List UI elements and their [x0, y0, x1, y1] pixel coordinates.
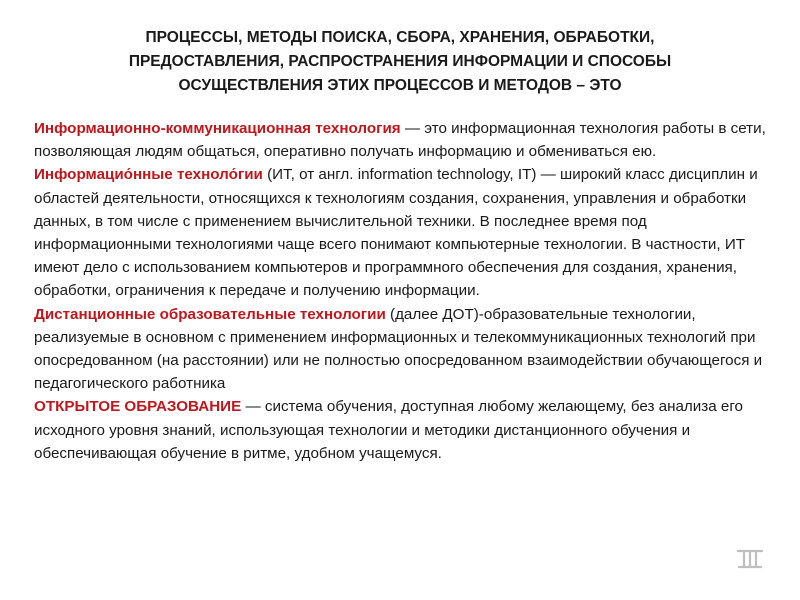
- title-line-3: ОСУЩЕСТВЛЕНИЯ ЭТИХ ПРОЦЕССОВ И МЕТОДОВ – ЭТО: [178, 77, 622, 94]
- presentation-watermark-icon: [735, 545, 765, 571]
- definition-open-education-text: — система обучения, доступная любому желающему, без анализа его исходного уровня знаний, использующая технологии и методики дистанционного обучения и обеспечивающая обучение в ритме, удобном учащемуся.: [34, 398, 743, 462]
- term-dot: Дистанционные образовательные технологии: [34, 305, 386, 323]
- title-line-2: ПРЕДОСТАВЛЕНИЯ, РАСПРОСТРАНЕНИЯ ИНФОРМАЦИИ И СПОСОБЫ: [128, 53, 672, 70]
- term-ict: Информационно-коммуникационная технология: [34, 120, 401, 137]
- slide-body: [34, 117, 774, 465]
- definition-ict: [34, 117, 774, 163]
- definition-dot-text: (далее ДОТ)-образовательные технологии, реализуемые в основном с применением информационных и телекоммуникационных технологий при опосредованном (на расстоянии) или не полностью опосредованном взаимодействии обучающегося и педагогического работника: [34, 305, 763, 393]
- definition-open-education: [34, 395, 774, 465]
- title-line-1: ПРОЦЕССЫ, МЕТОДЫ ПОИСКА, СБОРА, ХРАНЕНИЯ, ОБРАБОТКИ,: [145, 29, 655, 46]
- definition-it-text: (ИТ, от англ. information technology, IT) — широкий класс дисциплин и областей деятельности, относящихся к технологиям создания, сохранения, управления и обработки данных, в том числе с применением вычислительной техники. В последнее время под информационными технологиями чаще всего понимают компьютерные технологии. В частности, ИТ имеют дело с использованием компьютеров и программного обеспечения для создания, хранения, обработки, ограничения к передаче и получению информации.: [34, 166, 758, 300]
- term-open-education: ОТКРЫТОЕ ОБРАЗОВАНИЕ: [34, 398, 242, 416]
- definition-ict-text: — это информационная технология работы в сети, позволяющая людям общаться, оперативно получать информацию и обмениваться ею.: [34, 120, 766, 161]
- definition-it: [34, 163, 774, 302]
- slide-title: [70, 26, 730, 98]
- term-it: Информацио́нные техноло́гии: [34, 166, 263, 184]
- definition-dot: [34, 303, 774, 396]
